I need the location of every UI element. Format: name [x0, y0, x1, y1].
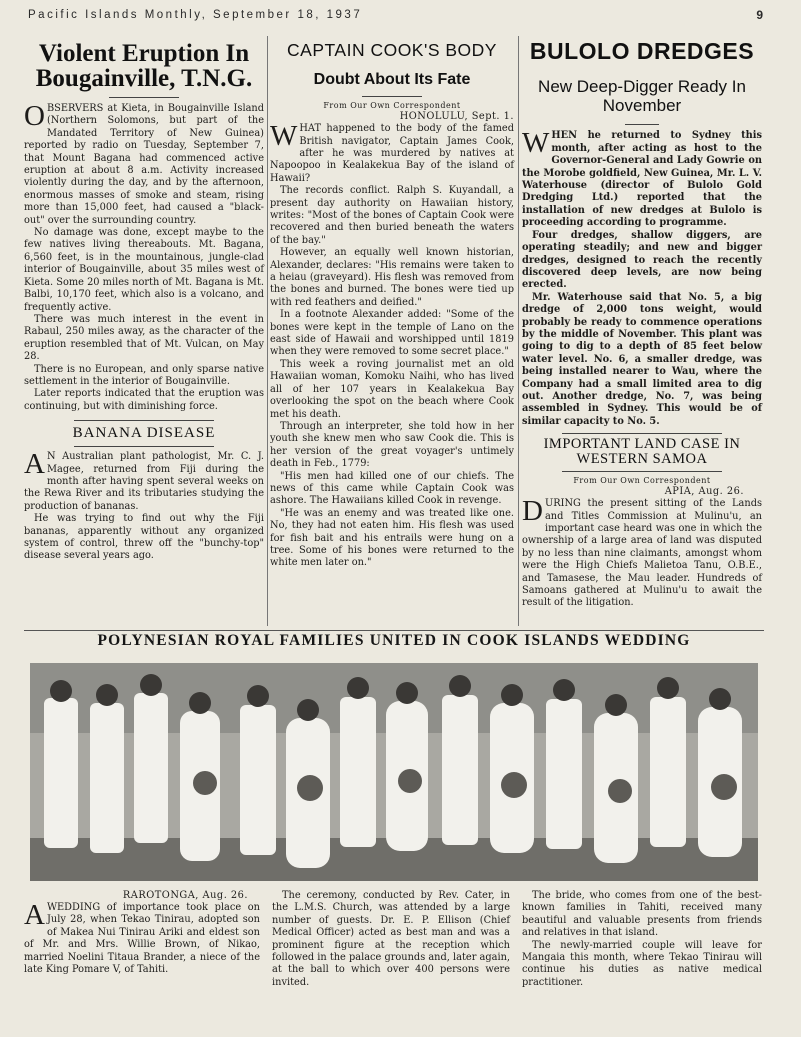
photo-headline: POLYNESIAN ROYAL FAMILIES UNITED IN COOK ISLANDS WEDDING: [97, 632, 691, 649]
subhead-bulolo: New Deep-Digger Ready In November: [538, 77, 746, 116]
headline-eruption: Violent Eruption In Bougainville, T.N.G.: [35, 40, 253, 92]
subhead-cook: Doubt About Its Fate: [313, 70, 471, 88]
article-paragraph: In a footnote Alexander added: "Some of the bones were kept in the temple of Lano on the east side of Hawaii and worshipped until 1819 when they were removed to some secret place.": [270, 309, 514, 358]
drop-cap: W: [270, 120, 298, 153]
wedding-photograph: [30, 663, 758, 881]
dateline: APIA, Aug. 26.: [664, 486, 744, 498]
article-paragraph: The newly-married couple will leave for Mangaia this month, where Tekao Tinirau will continue his duties as native medical practitioner.: [522, 939, 762, 988]
article-paragraph: There was much interest in the event in Rabaul, 250 miles away, as the character of the eruption resembled that of Mt. Vulcan, on May 28.: [24, 313, 264, 363]
article-paragraph: Through an interpreter, she told how in her youth she knew men who saw Cook die. This is her version of the great voyager's untimely death in Feb., 1779:: [270, 420, 514, 470]
column-divider: [267, 36, 268, 626]
article-paragraph: No damage was done, except maybe to the few natives living thereabouts. Mt. Bagana, 6,560 feet, is in the mountainous, jungle-clad interior of Bougainville, about 35 miles west of Kieta. Some 20 miles north of Mt. Bagana is Mt. Balbi, 10,170 feet, which also is a volcano, and frequently active.: [24, 227, 265, 313]
article-paragraph: OBSERVERS at Kieta, in Bougainville Island (Northern Solomons, but part of the Mandated Territory of New Guinea) reported by radio on Tuesday, September 7, that Mount Bagana had commenced active eruption at about 8 a.m. Activity increased violently during the day, and by the afternoon, enormous masses of smoke and steam, rising more than 15,000 feet, had caused a "black-out" over the surrounding country.: [24, 100, 264, 226]
article-paragraph: This week a roving journalist met an old Hawaiian woman, Komoku Naihi, who has lived all of her 107 years in Kealakekua Bay overlooking the spot on the beach where Cook met his death.: [270, 358, 514, 420]
wedding-photo-illustration: [30, 663, 758, 881]
column-captain-cook: [270, 36, 514, 570]
headline-cook: CAPTAIN COOK'S BODY: [287, 40, 497, 60]
article-paragraph: There is no European, and only sparse native settlement in the interior of Bougainville.: [24, 363, 264, 387]
column-wedding-1: [24, 890, 260, 976]
article-paragraph: DURING the present sitting of the Lands and Titles Commission at Mulinu'u, an important case heard was one in which the ownership of a large area of land was disputed by no less than nine claimants, amongst whom were the High Chiefs Malietoa Tanu, O.B.E., and Tamasese, the Mau leader. Hundreds of Samoans gathered at Mulinu'u to await the result of the litigation.: [522, 495, 762, 609]
article-paragraph: Four dredges, shallow diggers, are operating steadily; and new and bigger dredges, designed to reach the recently discovered deep levels, are now being erected.: [522, 229, 762, 291]
headline-bulolo: BULOLO DREDGES: [529, 38, 755, 64]
subhead-rule: [362, 96, 422, 97]
column-divider: [518, 36, 519, 626]
byline: From Our Own Correspondent: [323, 101, 461, 111]
section-rule: [562, 433, 722, 434]
article-paragraph: "He was an enemy and was treated like one. No, they had not eaten him. His flesh was used for fish bait and his entrails were hung on a tree. Some of his bones were returned to the white men later on.": [270, 507, 514, 569]
drop-cap: W: [522, 127, 550, 160]
article-paragraph: The bride, who comes from one of the best-known families in Tahiti, received many beautiful and valuable presents from friends and relatives in that island.: [522, 890, 762, 939]
article-paragraph: WHEN he returned to Sydney this month, after acting as host to the Governor-General and Lady Gowrie on the Morobe goldfield, New Guinea, Mr. L. V. Waterhouse (director of Bulolo Gold Dredging Ltd.) reported that the installation of new dredges at Bulolo is proceeding according to programme.: [522, 127, 762, 229]
byline: From Our Own Correspondent: [573, 476, 711, 486]
article-paragraph: Mr. Waterhouse said that No. 5, a big dredge of 2,000 tons weight, would probably be ready to commence operations by the middle of November. This plant was going to dig to a depth of 85 feet below water level. No. 6, a smaller dredge, was being installed nearer to Wau, where the Company had a small limited area to dig out. Another dredge, No. 7, was being assembled in Sydney. This would be of similar capacity to No. 5.: [522, 291, 762, 427]
page-number: 9: [756, 8, 763, 22]
column-wedding-3: [522, 890, 762, 989]
drop-cap: O: [24, 100, 45, 132]
article-paragraph: "His men had killed one of our chiefs. The news of this came while Captain Cook was ashore. The Hawaiians killed Cook in revenge.: [270, 470, 514, 507]
article-paragraph: WHAT happened to the body of the famed British navigator, Captain James Cook, after he was murdered by natives at Napoopoo in Kealakekua Bay of the island of Hawaii?: [270, 120, 514, 184]
article-paragraph: The ceremony, conducted by Rev. Cater, in the L.M.S. Church, was attended by a large number of guests. Dr. E. P. Ellison (Chief Medical Officer) acted as best man and was a prominent figure at the reception which followed in the palace grounds and, later again, at the ball to which over 400 persons were invited.: [272, 890, 511, 988]
photo-section-rule: [24, 630, 764, 631]
section-rule: [74, 420, 214, 421]
drop-cap: A: [24, 899, 45, 931]
section-rule: [562, 471, 722, 472]
column-eruption: [24, 36, 264, 563]
dateline: RAROTONGA, Aug. 26.: [122, 890, 248, 901]
headline-land-case: IMPORTANT LAND CASE IN WESTERN SAMOA: [543, 436, 741, 468]
column-bulolo: [522, 36, 762, 610]
headline-rule: [109, 97, 179, 98]
dateline: HONOLULU, Sept. 1.: [399, 111, 514, 123]
article-paragraph: The records conflict. Ralph S. Kuyandall, a present day authority on Hawaiian history, writes: "Most of the bones of Captain Cook were recovered and then buried beneath the waters of the bay.": [270, 185, 514, 246]
article-paragraph: Later reports indicated that the eruption was continuing, but with diminishing force.: [24, 388, 264, 412]
drop-cap: A: [24, 448, 45, 481]
article-paragraph: However, an equally well known historian, Alexander, declares: "His remains were taken to a heiau (graveyard). His flesh was removed from the bones and burned. The bones were tied up with red feathers and deified.": [270, 247, 514, 308]
section-rule: [74, 446, 214, 447]
headline-banana: BANANA DISEASE: [72, 425, 216, 442]
masthead: [28, 9, 763, 25]
article-paragraph: A N Australian plant pathologist, Mr. C. J. Magee, returned from Fiji during the month after having spent several weeks on the Rewa River and its tributaries studying the production of bananas.: [24, 448, 264, 512]
article-paragraph: AWEDDING of importance took place on July 28, when Tekao Tinirau, adopted son of Makea Nui Tinirau Ariki and eldest son of Mr. and Mrs. Willie Brown, of Nikao, married Noelini Titaua Brander, a niece of the late King Pomare V, of Tahiti.: [24, 899, 260, 976]
publication-line: Pacific Islands Monthly, September 18, 1937: [28, 9, 363, 21]
column-wedding-2: [272, 890, 510, 989]
article-paragraph: He was trying to find out why the Fiji bananas, apparently without any organized system of control, threw off the "bunchy-top" disease several years ago.: [24, 513, 264, 562]
subhead-rule: [625, 124, 659, 125]
drop-cap: D: [522, 495, 543, 528]
